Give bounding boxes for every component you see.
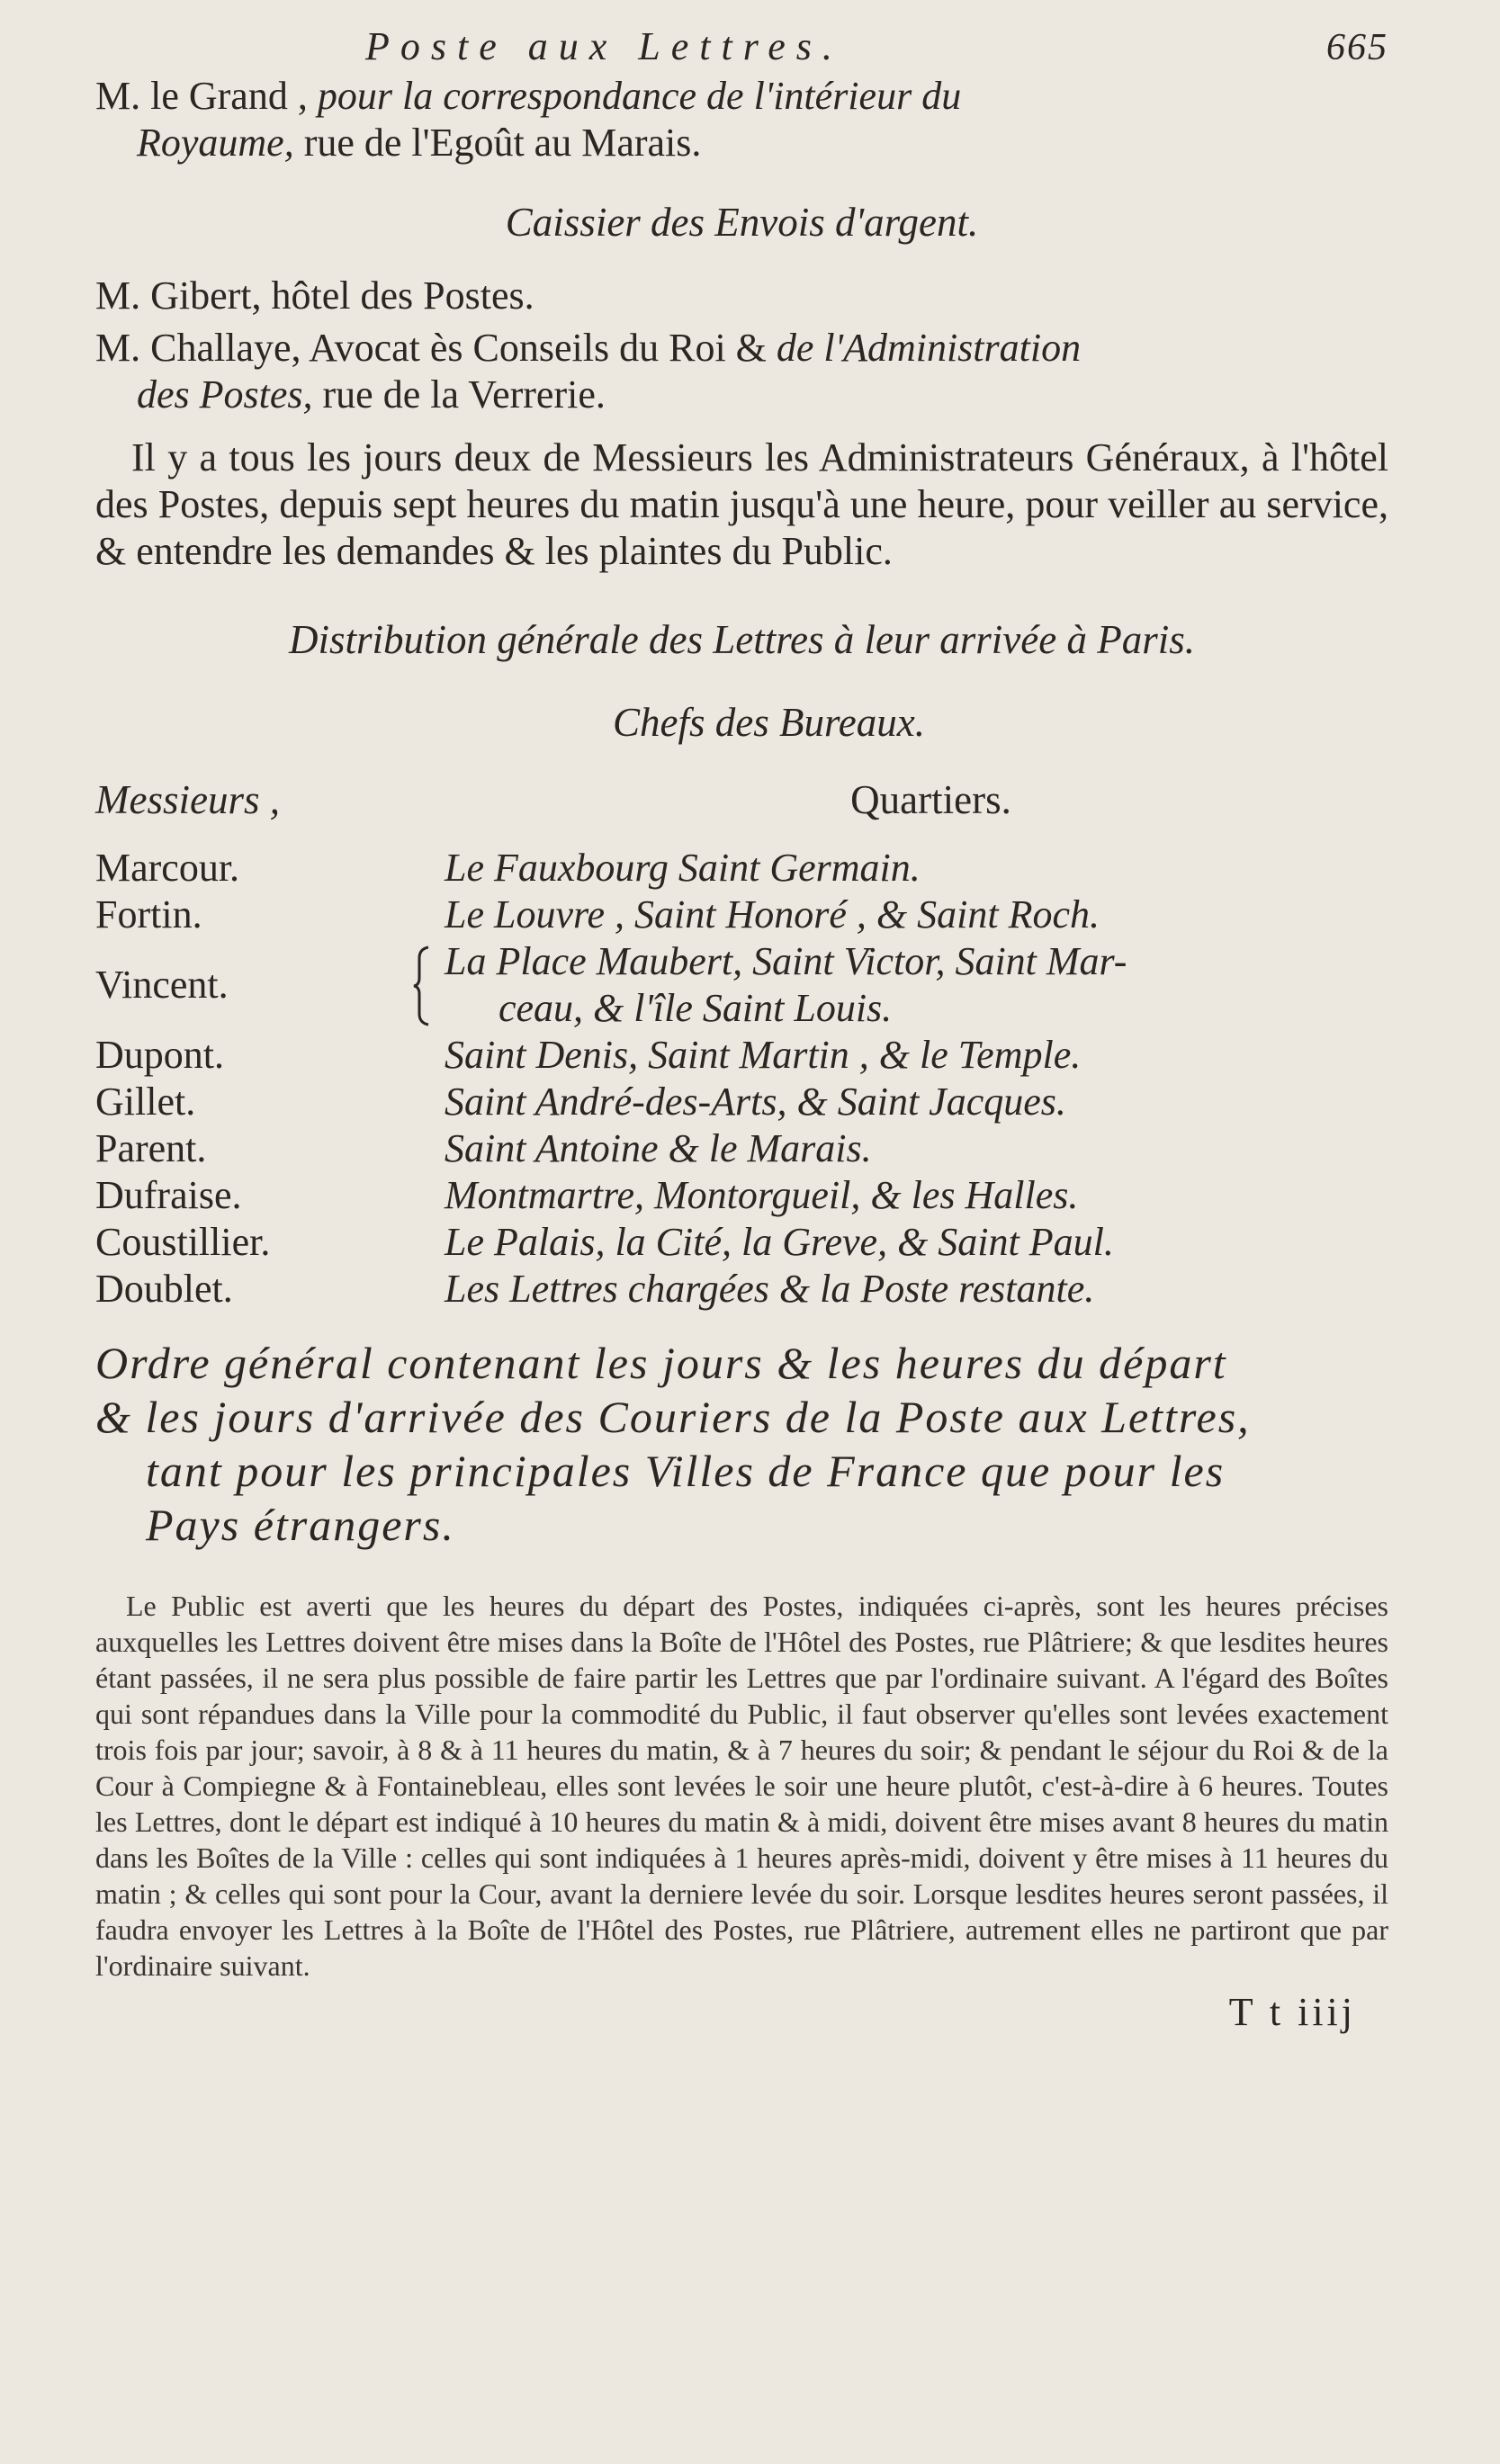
ordre-heading — [95, 1336, 1388, 1552]
bureau-quartier: Saint Antoine & le Marais. — [445, 1126, 872, 1170]
entry-challaye — [95, 325, 1388, 418]
bureau-chef: Doublet. — [95, 1267, 233, 1311]
bureau-quartier: Le Palais, la Cité, la Greve, & Saint Paul. — [445, 1220, 1114, 1264]
entry-le-grand-address: rue de l'Egoût au Marais. — [293, 121, 702, 165]
running-header — [95, 23, 1388, 69]
entry-le-grand-role-cont: Royaume, — [137, 121, 294, 165]
administrateurs-paragraph: Il y a tous les jours deux de Messieurs les Administrateurs Généraux, à l'hôtel des Postes, depuis sept heures du matin jusqu'à une heure, pour veiller au service, & entendre les demandes & les plaintes du Public. — [95, 435, 1388, 573]
bureau-quartier: Saint Denis, Saint Martin , & le Temple. — [445, 1033, 1082, 1077]
header-quartiers: Quartiers. — [850, 777, 1011, 822]
table-row — [95, 1266, 1388, 1313]
table-row — [95, 845, 1388, 892]
bureau-chef: Marcour. — [95, 846, 240, 890]
bureau-quartier — [445, 938, 1388, 1032]
header-messieurs: Messieurs , — [95, 777, 280, 822]
bureau-chef: Dupont. — [95, 1033, 224, 1077]
entry-le-grand-role: pour la correspondance de l'intérieur du — [317, 74, 962, 118]
bureau-quartier: Montmartre, Montorgueil, & les Halles. — [445, 1173, 1079, 1217]
entry-le-grand-prefix: M. le Grand , — [95, 74, 318, 118]
bureau-quartier: Saint André-des-Arts, & Saint Jacques. — [445, 1080, 1066, 1124]
ordre-heading-line2: & les jours d'arrivée des Couriers de la Poste aux Lettres, — [95, 1392, 1251, 1442]
bureau-chef: Fortin. — [95, 892, 202, 936]
bureau-quartier-line1: La Place Maubert, Saint Victor, Saint Mar- — [445, 939, 1127, 983]
entry-gibert: M. Gibert, hôtel des Postes. — [95, 273, 534, 318]
table-row — [95, 1079, 1388, 1125]
table-row — [95, 1172, 1388, 1219]
table-row — [95, 1219, 1388, 1266]
entry-challaye-address: rue de la Verrerie. — [312, 372, 606, 417]
bureau-chef: Dufraise. — [95, 1173, 242, 1217]
caissier-heading: Caissier des Envois d'argent. — [505, 200, 979, 245]
bureau-chef: Coustillier. — [95, 1220, 271, 1264]
table-row — [95, 1032, 1388, 1079]
running-title: Poste aux Lettres. — [365, 24, 843, 68]
bureau-quartier-line2: ceau, & l'île Saint Louis. — [499, 986, 893, 1030]
signature-mark: T t iiij — [1228, 1990, 1356, 2034]
bureau-chef: Vincent. — [95, 963, 229, 1007]
bureau-quartier: Les Lettres chargées & la Poste restante. — [445, 1267, 1095, 1311]
table-row — [95, 892, 1388, 938]
ordre-heading-line1: Ordre général contenant les jours & les heures du départ — [95, 1338, 1227, 1388]
public-notice-paragraph: Le Public est averti que les heures du départ des Postes, indiquées ci-après, sont les heures précises auxquelles les Lettres doivent être mises dans la Boîte de l'Hôtel des Postes, rue Plâtriere; & que lesdites heures étant passées, il ne sera plus possible de faire partir les Lettres que par l'ordinaire suivant. A l'égard des Boîtes qui sont répandues dans la Ville pour la commodité du Public, il faut observer qu'elles sont levées exactement trois fois par jour; savoir, à 8 & à 11 heures du matin, & à 7 heures du soir; & pendant le séjour du Roi & de la Cour à Compiegne & à Fontainebleau, elles sont levées le soir une heure plutôt, c'est-à-dire à 6 heures. Toutes les Lettres, dont le départ est indiqué à 10 heures du matin & à midi, doivent être mises avant 8 heures du matin dans les Boîtes de la Ville : celles qui sont indiquées à 1 heures après-midi, doivent y être mises à 11 heures du matin ; & celles qui sont pour la Cour, avant la derniere levée du soir. Lorsque lesdites heures seront passées, il faudra envoyer les Lettres à la Boîte de l'Hôtel des Postes, rue Plâtriere, autrement elles ne partiront que par l'ordinaire suivant. — [95, 1590, 1388, 1982]
bureau-chef: Parent. — [95, 1126, 207, 1170]
page-number: 665 — [1326, 27, 1388, 68]
distribution-heading: Distribution générale des Lettres à leur arrivée à Paris. — [289, 617, 1195, 662]
entry-challaye-prefix: M. Challaye, Avocat ès Conseils du Roi & — [95, 326, 777, 370]
ordre-heading-line4: Pays étrangers. — [146, 1500, 455, 1550]
table-header — [95, 776, 1388, 823]
bureau-quartier: Le Louvre , Saint Honoré , & Saint Roch. — [445, 892, 1100, 936]
brace-icon — [412, 945, 432, 1026]
bureau-chef: Gillet. — [95, 1080, 196, 1124]
bureau-quartier: Le Fauxbourg Saint Germain. — [445, 846, 921, 890]
entry-challaye-role: de l'Administration — [776, 326, 1082, 370]
table-row — [95, 1125, 1388, 1172]
entry-le-grand — [95, 73, 1388, 166]
entry-challaye-role-cont: des Postes, — [137, 372, 313, 417]
chefs-heading: Chefs des Bureaux. — [612, 700, 925, 745]
table-row — [95, 938, 1388, 1032]
ordre-heading-line3: tant pour les principales Villes de France que pour les — [146, 1446, 1226, 1496]
bureaux-table — [95, 845, 1388, 1313]
